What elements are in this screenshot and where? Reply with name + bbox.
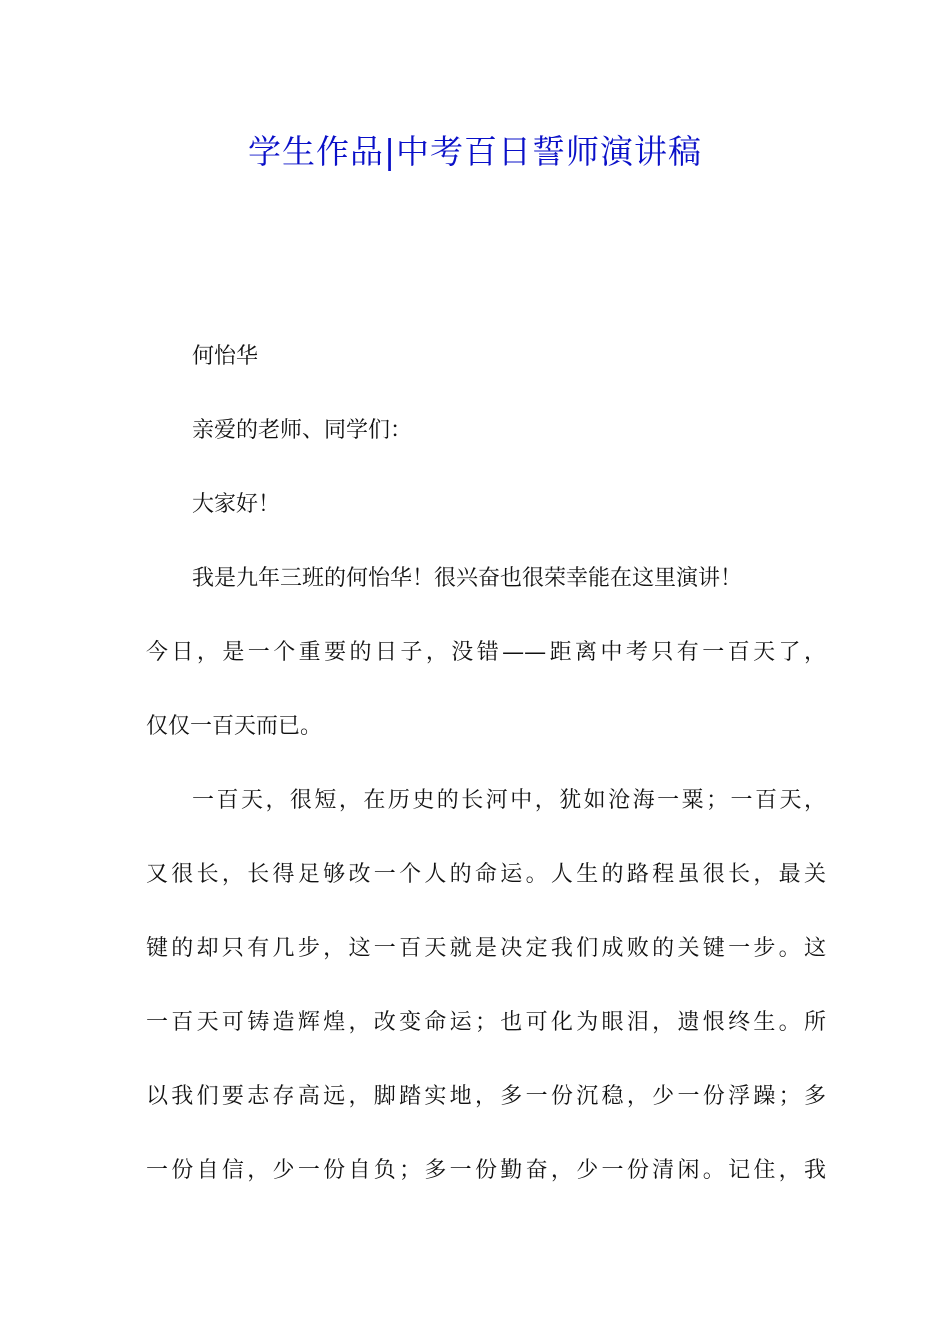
document-body xyxy=(146,320,826,1208)
paragraph-2-line: 一百天，很短，在历史的长河中，犹如沧海一粟；一百天， xyxy=(192,788,826,813)
document-title: 学生作品|中考百日誓师演讲稿 xyxy=(247,132,703,171)
paragraph-2-line: 又很长，长得足够改一个人的命运。人生的路程虽很长，最关 xyxy=(146,862,826,887)
paragraph-1-line: 仅仅一百天而已。 xyxy=(146,714,323,739)
greeting-line: 大家好！ xyxy=(192,492,281,517)
paragraph-1 xyxy=(146,542,826,764)
paragraph-2 xyxy=(146,764,826,1208)
author-name: 何怡华 xyxy=(192,344,259,369)
paragraph-1-line: 今日，是一个重要的日子，没错——距离中考只有一百天了， xyxy=(146,640,826,665)
paragraph-2-line: 键的却只有几步，这一百天就是决定我们成败的关键一步。这 xyxy=(146,936,826,961)
paragraph-2-line: 一百天可铸造辉煌，改变命运；也可化为眼泪，遗恨终生。所 xyxy=(146,1010,826,1035)
salutation-line: 亲爱的老师、同学们： xyxy=(192,418,413,443)
paragraph-2-line: 以我们要志存高远，脚踏实地，多一份沉稳，少一份浮躁；多 xyxy=(146,1084,826,1109)
paragraph-2-line: 一份自信，少一份自负；多一份勤奋，少一份清闲。记住，我 xyxy=(146,1158,826,1183)
paragraph-1-line: 我是九年三班的何怡华！很兴奋也很荣幸能在这里演讲！ xyxy=(192,566,743,591)
